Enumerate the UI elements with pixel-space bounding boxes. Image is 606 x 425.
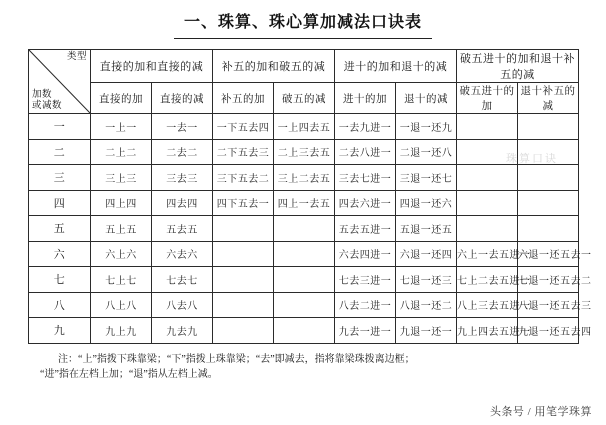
table-cell	[274, 292, 335, 318]
table-cell: 六退一还四	[396, 241, 457, 267]
table-cell: 七退一还五去二	[518, 267, 579, 293]
table-cell: 四上一去五	[274, 190, 335, 216]
table-cell: 三上三	[91, 165, 152, 191]
sub-header-break-five-sub: 破五的减	[274, 83, 335, 114]
table-cell: 一退一还九	[396, 114, 457, 140]
table-cell: 六去四进一	[335, 241, 396, 267]
table-cell: 四去四	[152, 190, 213, 216]
table-cell: 二退一还八	[396, 139, 457, 165]
table-cell: 四退一还六	[396, 190, 457, 216]
table-row	[29, 267, 579, 293]
table-cell: 二上二	[91, 139, 152, 165]
table-cell: 九上四去五进一	[457, 318, 518, 344]
table-cell	[274, 216, 335, 242]
sub-header-break-five-carry-add: 破五进十的加	[457, 83, 518, 114]
group-header-row	[29, 50, 579, 83]
row-label: 六	[29, 241, 91, 267]
row-label: 三	[29, 165, 91, 191]
table-cell	[457, 216, 518, 242]
table-cell: 八去八	[152, 292, 213, 318]
table-cell	[213, 292, 274, 318]
table-cell	[457, 165, 518, 191]
sub-header-direct-sub: 直接的减	[152, 83, 213, 114]
table-cell	[213, 318, 274, 344]
table-cell	[457, 139, 518, 165]
table-cell: 八上八	[91, 292, 152, 318]
row-label: 七	[29, 267, 91, 293]
corner-label-addend	[32, 90, 62, 112]
corner-label-addend-line1: 加数	[32, 90, 53, 100]
table-row	[29, 241, 579, 267]
table-cell: 九退一还五去四	[518, 318, 579, 344]
table-cell: 六去六	[152, 241, 213, 267]
table-cell: 二上三去五	[274, 139, 335, 165]
sub-header-row	[29, 83, 579, 114]
table-cell	[518, 114, 579, 140]
table-cell: 一去一	[152, 114, 213, 140]
table-cell: 二下五去三	[213, 139, 274, 165]
table-row	[29, 139, 579, 165]
watermark-text: 珠算口诀	[506, 153, 558, 165]
table-note	[30, 352, 576, 382]
table-cell: 三去三	[152, 165, 213, 191]
table-cell: 六退一还五去一	[518, 241, 579, 267]
table-cell: 三退一还七	[396, 165, 457, 191]
table-cell	[274, 267, 335, 293]
table-cell: 九去一进一	[335, 318, 396, 344]
corner-header-cell	[29, 50, 91, 114]
table-cell	[457, 114, 518, 140]
table-cell: 九去九	[152, 318, 213, 344]
table-cell: 五去五	[152, 216, 213, 242]
table-cell: 三去七进一	[335, 165, 396, 191]
row-label: 一	[29, 114, 91, 140]
table-row	[29, 318, 579, 344]
corner-label-type: 类型	[66, 52, 87, 62]
table-row	[29, 114, 579, 140]
table-cell	[518, 216, 579, 242]
table-cell: 六上六	[91, 241, 152, 267]
table-cell: 五上五	[91, 216, 152, 242]
table-cell: 五去五进一	[335, 216, 396, 242]
page-title: 一、珠算、珠心算加减法口诀表	[183, 14, 422, 31]
note-line-1: 注：“上”指拨下珠靠梁；“下”指拨上珠靠梁；“去”即减去，指将靠梁珠拨离边框；	[58, 353, 415, 365]
table-cell: 九退一还一	[396, 318, 457, 344]
row-label: 八	[29, 292, 91, 318]
table-cell	[518, 190, 579, 216]
table-cell	[213, 241, 274, 267]
table-cell: 八上三去五进一	[457, 292, 518, 318]
table-cell: 一去九进一	[335, 114, 396, 140]
table-cell: 五退一还五	[396, 216, 457, 242]
row-label: 五	[29, 216, 91, 242]
table-cell: 一上四去五	[274, 114, 335, 140]
table-cell: 六上一去五进一	[457, 241, 518, 267]
table-cell: 四下五去一	[213, 190, 274, 216]
table-cell: 二去八进一	[335, 139, 396, 165]
table-cell: 七上二去五进一	[457, 267, 518, 293]
table-cell	[274, 318, 335, 344]
table-cell: 三上二去五	[274, 165, 335, 191]
table-cell: 二去二	[152, 139, 213, 165]
sub-header-carry-add: 进十的加	[335, 83, 396, 114]
row-label: 二	[29, 139, 91, 165]
table-row	[29, 165, 579, 191]
row-label: 四	[29, 190, 91, 216]
table-cell: 八退一还五去三	[518, 292, 579, 318]
group-header-carry-ten: 进十的加和退十的减	[335, 50, 457, 83]
table-cell: 八去二进一	[335, 292, 396, 318]
table-row	[29, 190, 579, 216]
table-cell: 四上四	[91, 190, 152, 216]
table-cell	[274, 241, 335, 267]
table-cell: 八退一还二	[396, 292, 457, 318]
group-header-break-five-carry-ten: 破五进十的加和退十补五的减	[457, 50, 579, 83]
table-cell	[457, 190, 518, 216]
abacus-formula-table	[28, 49, 592, 344]
table-row	[29, 292, 579, 318]
table-cell	[213, 216, 274, 242]
table-cell: 三下五去二	[213, 165, 274, 191]
table-cell: 七上七	[91, 267, 152, 293]
sub-header-borrow-complement-sub: 退十补五的减	[518, 83, 579, 114]
corner-label-addend-line2: 或减数	[32, 101, 63, 111]
table-body	[29, 114, 592, 344]
table-cell	[518, 139, 579, 165]
table-row	[29, 216, 579, 242]
table-cell	[213, 267, 274, 293]
table-cell: 七去三进一	[335, 267, 396, 293]
table-container	[28, 49, 592, 344]
table-cell: 一下五去四	[213, 114, 274, 140]
sub-header-complement-add: 补五的加	[213, 83, 274, 114]
table-cell	[518, 165, 579, 191]
note-line-2: “进”指在左档上加；“退”指从左档上减。	[40, 368, 218, 380]
sub-header-borrow-sub: 退十的减	[396, 83, 457, 114]
row-label: 九	[29, 318, 91, 344]
title-underline	[174, 38, 432, 39]
table-cell: 七去七	[152, 267, 213, 293]
table-cell: 四去六进一	[335, 190, 396, 216]
sub-header-direct-add: 直接的加	[91, 83, 152, 114]
table-cell: 七退一还三	[396, 267, 457, 293]
group-header-complement-five: 补五的加和破五的减	[213, 50, 335, 83]
table-cell: 一上一	[91, 114, 152, 140]
footer-attribution: 头条号 / 用笔学珠算	[489, 406, 592, 418]
group-header-direct: 直接的加和直接的减	[91, 50, 213, 83]
table-cell: 九上九	[91, 318, 152, 344]
